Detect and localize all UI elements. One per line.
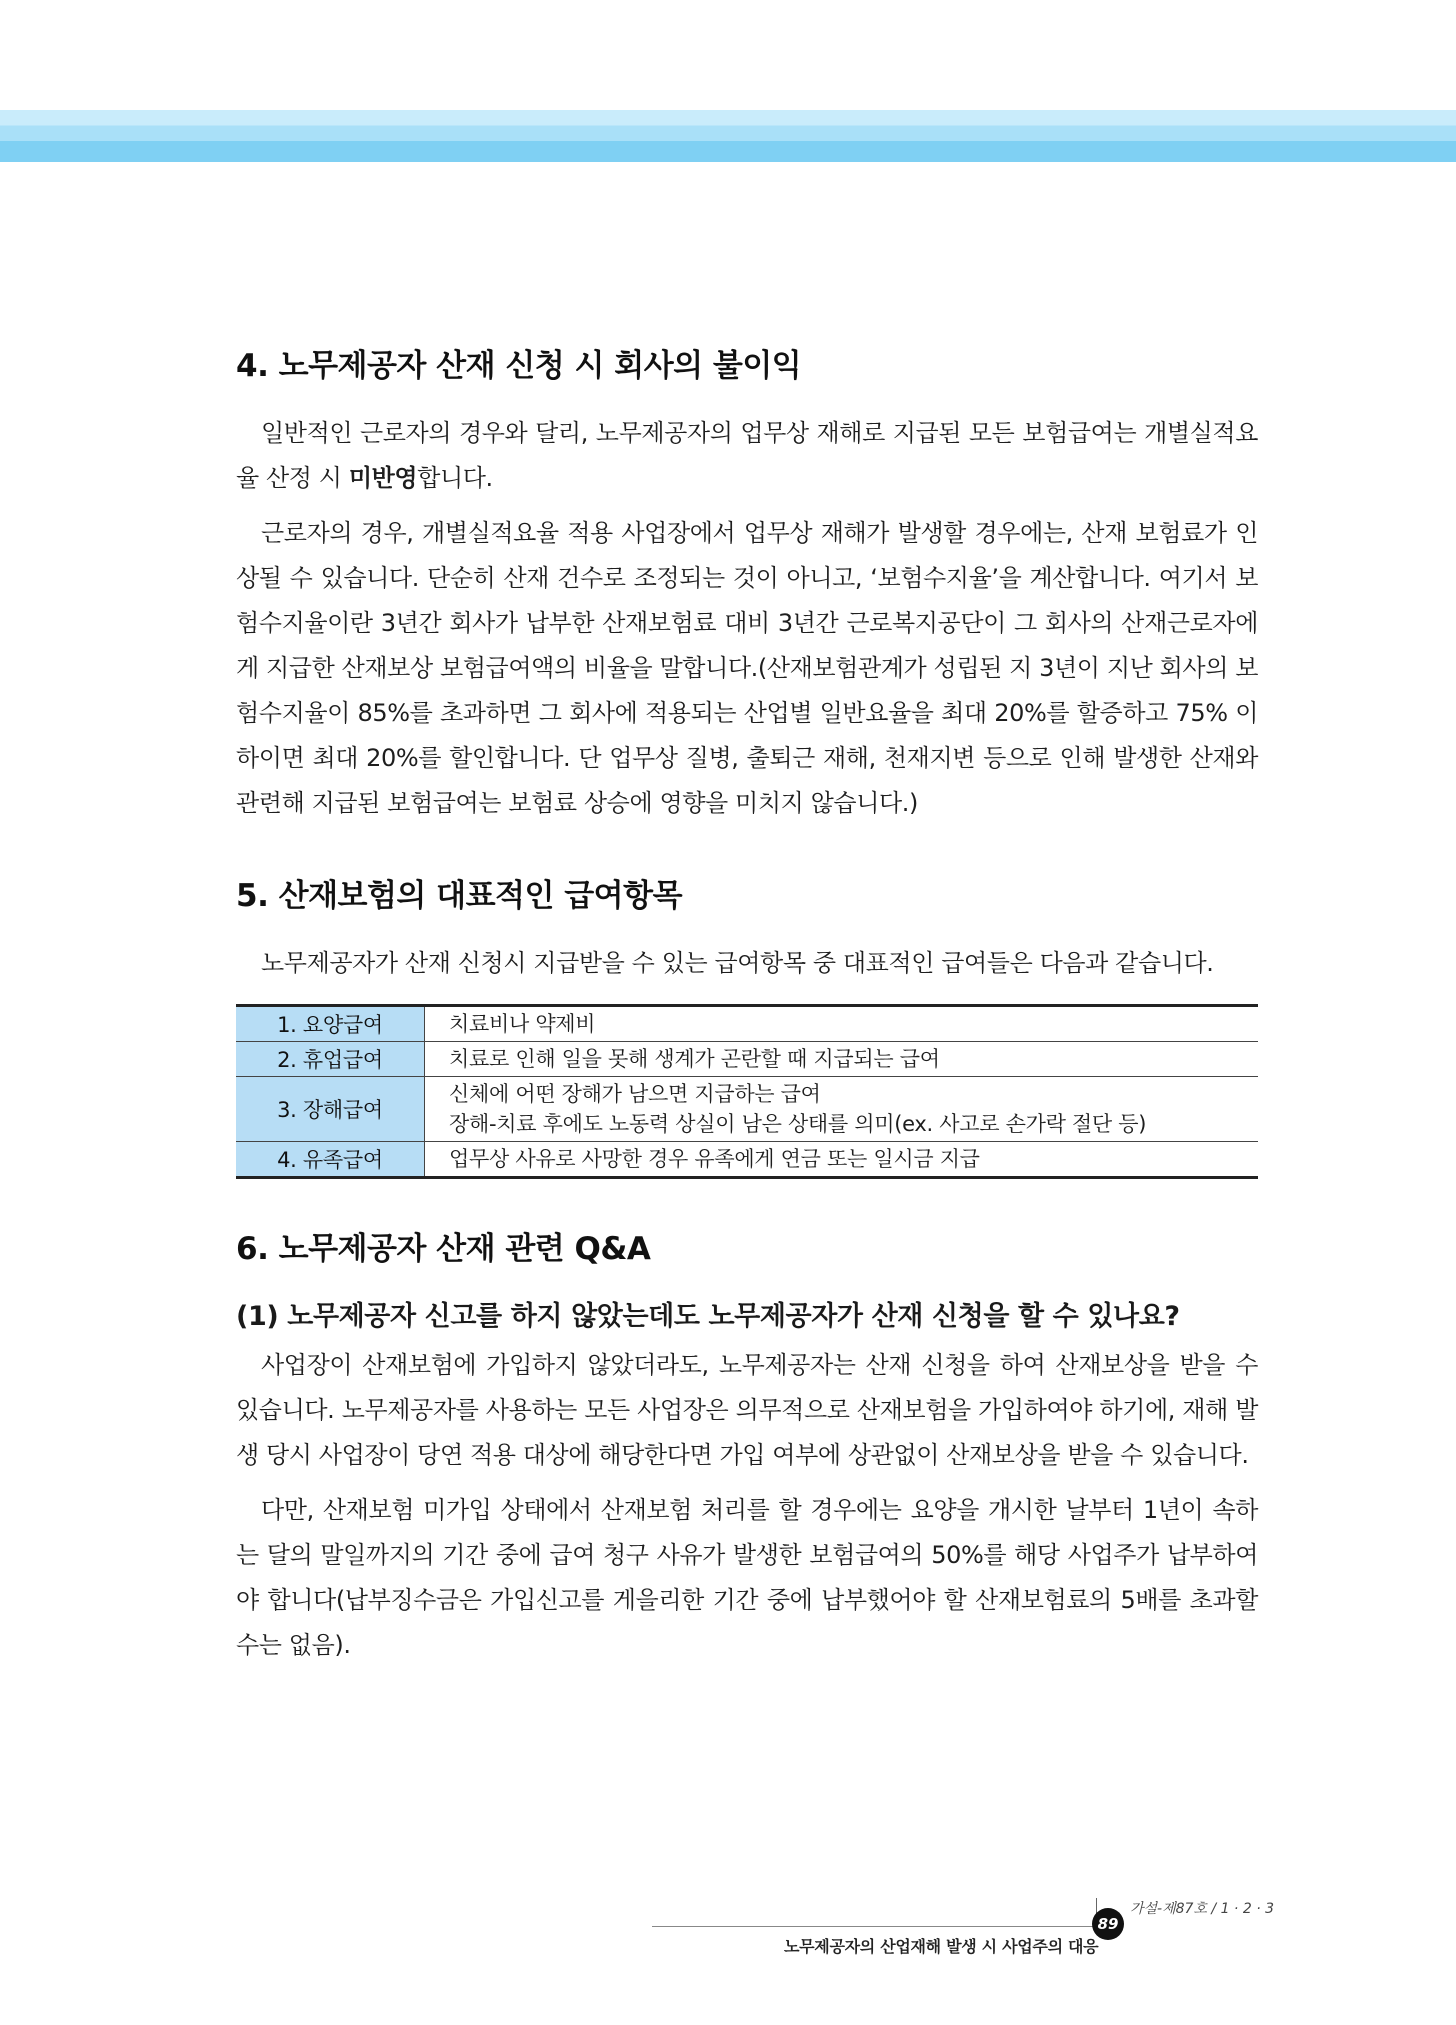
table-row (236, 1142, 1258, 1178)
description-line: 장해-치료 후에도 노동력 상실이 남은 상태를 의미(ex. 사고로 손가락 절단 등) (449, 1112, 1147, 1136)
description-line: 업무상 사유로 사망한 경우 유족에게 연금 또는 일시금 지급 (449, 1147, 980, 1171)
benefit-label: 1. 요양급여 (236, 1006, 425, 1042)
qa-question-1: (1) 노무제공자 신고를 하지 않았는데도 노무제공자가 산재 신청을 할 수 있나요? (236, 1301, 1180, 1332)
page-number: 89 (1092, 1908, 1124, 1940)
section-6-heading: 6. 노무제공자 산재 관련 Q&A (236, 1231, 651, 1267)
table-row (236, 1077, 1258, 1142)
section-4-paragraph-2: 근로자의 경우, 개별실적요율 적용 사업장에서 업무상 재해가 발생할 경우에는, 산재 보험료가 인상될 수 있습니다. 단순히 산재 건수로 조정되는 것이 아니고, ‘보험수지율’을 계산합니다. 여기서 보험수지율이란 3년간 회사가 납부한 산재보험료 대비 3년간 근로복지공단이 그 회사의 산재근로자에게 지급한 산재보상 보험급여액의 비율을 말합니다.(산재보험관계가 성립된 지 3년이 지난 회사의 보험수지율이 85%를 초과하면 그 회사에 적용되는 산업별 일반요율을 최대 20%를 할증하고 75% 이하이면 최대 20%를 할인합니다. 단 업무상 질병, 출퇴근 재해, 천재지변 등으로 인해 발생한 산재와 관련해 지급된 보험급여는 보험료 상승에 영향을 미치지 않습니다.) (236, 519, 1258, 817)
benefit-label: 2. 휴업급여 (236, 1042, 425, 1077)
text-span: 합니다. (417, 464, 493, 492)
table-row (236, 1042, 1258, 1077)
section-4-paragraph-1 (236, 411, 1258, 501)
benefit-description (425, 1142, 1259, 1178)
benefit-label: 4. 유족급여 (236, 1142, 425, 1178)
qa-answer-paragraph-1: 사업장이 산재보험에 가입하지 않았더라도, 노무제공자는 산재 신청을 하여 산재보상을 받을 수 있습니다. 노무제공자를 사용하는 모든 사업장은 의무적으로 산재보험을 가입하여야 하기에, 재해 발생 당시 사업장이 당연 적용 대상에 해당한다면 가입 여부에 상관없이 산재보상을 받을 수 있습니다. (236, 1351, 1258, 1469)
emphasis-text: 미반영 (348, 464, 418, 492)
description-line: 치료비나 약제비 (449, 1012, 596, 1036)
section-5-heading: 5. 산재보험의 대표적인 급여항목 (236, 878, 683, 914)
issue-number: 가설-제87호 / 1 · 2 · 3 (1130, 1901, 1275, 1917)
footer-divider (652, 1926, 1102, 1927)
section-5-intro: 노무제공자가 산재 신청시 지급받을 수 있는 급여항목 중 대표적인 급여들은 다음과 같습니다. (261, 949, 1214, 977)
qa-answer-paragraph-2: 다만, 산재보험 미가입 상태에서 산재보험 처리를 할 경우에는 요양을 개시한 날부터 1년이 속하는 달의 말일까지의 기간 중에 급여 청구 사유가 발생한 보험급여의 50%를 해당 사업주가 납부하여야 합니다(납부징수금은 가입신고를 게을리한 기간 중에 납부했어야 할 산재보험료의 5배를 초과할 수는 없음). (236, 1496, 1258, 1659)
running-footer-title: 노무제공자의 산업재해 발생 시 사업주의 대응 (784, 1937, 1099, 1956)
benefit-description (425, 1077, 1259, 1142)
benefit-label: 3. 장해급여 (236, 1077, 425, 1142)
benefit-description (425, 1042, 1259, 1077)
section-4-heading: 4. 노무제공자 산재 신청 시 회사의 불이익 (236, 348, 802, 384)
text-span: 일반적인 근로자의 경우와 달리, 노무제공자의 업무상 재해로 지급된 모든 보험급여는 개별실적요율 산정 시 (236, 419, 1258, 492)
table-row (236, 1006, 1258, 1042)
description-line: 신체에 어떤 장해가 남으면 지급하는 급여 (449, 1082, 821, 1106)
description-line: 치료로 인해 일을 못해 생계가 곤란할 때 지급되는 급여 (449, 1047, 940, 1071)
page-content (236, 340, 1258, 1668)
benefit-description (425, 1006, 1259, 1042)
benefits-table (236, 1004, 1258, 1179)
top-decorative-band (0, 110, 1456, 162)
